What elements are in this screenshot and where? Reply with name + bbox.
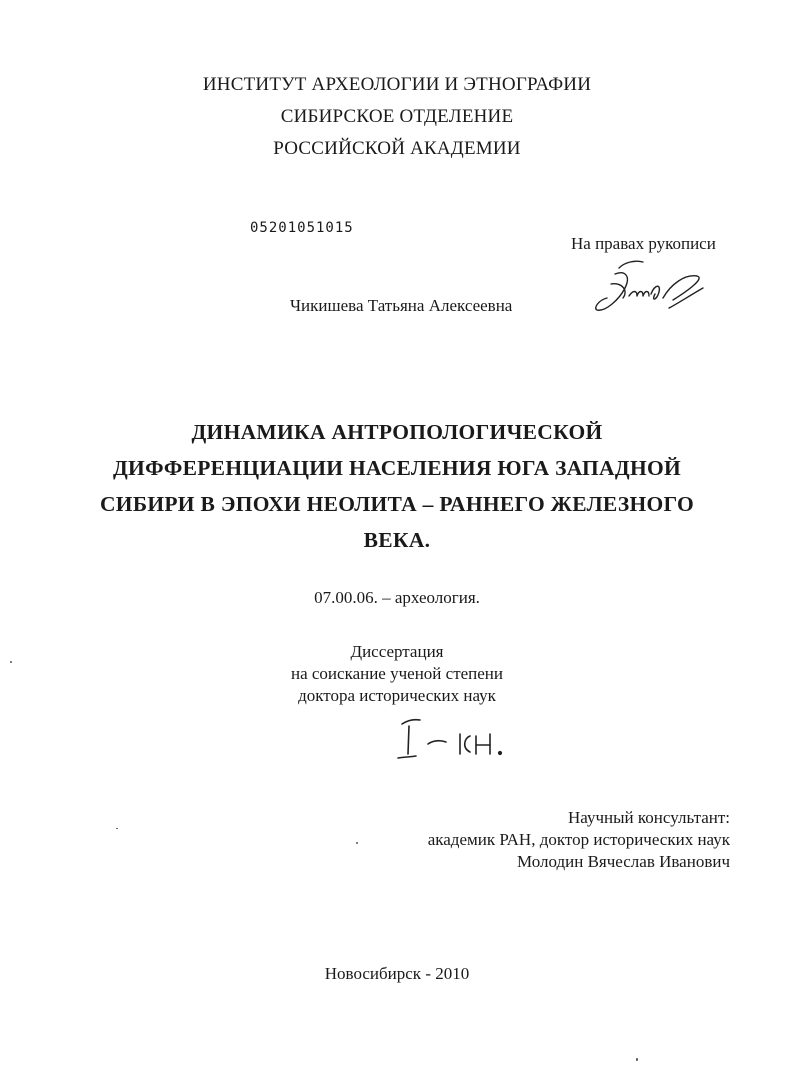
handwritten-volume-note bbox=[392, 714, 516, 766]
scan-speck bbox=[356, 842, 358, 844]
scan-speck bbox=[636, 1058, 638, 1061]
consultant-degree: академик РАН, доктор исторических наук bbox=[427, 830, 730, 849]
specialty: 07.00.06. – археология. bbox=[314, 588, 480, 607]
author-signature bbox=[585, 254, 725, 324]
title-line-1: ДИНАМИКА АНТРОПОЛОГИЧЕСКОЙ bbox=[191, 420, 603, 444]
catalog-number: 05201051015 bbox=[250, 220, 354, 236]
dissertation-line-3: доктора исторических наук bbox=[298, 686, 496, 705]
consultant-label: Научный консультант: bbox=[568, 808, 730, 827]
scan-speck bbox=[10, 661, 12, 663]
consultant-name: Молодин Вячеслав Иванович bbox=[517, 852, 730, 871]
title-line-2: ДИФФЕРЕНЦИАЦИИ НАСЕЛЕНИЯ ЮГА ЗАПАДНОЙ bbox=[112, 456, 682, 480]
title-line-3: СИБИРИ В ЭПОХИ НЕОЛИТА – РАННЕГО ЖЕЛЕЗНОГО bbox=[99, 492, 694, 516]
dissertation-line-2: на соискание ученой степени bbox=[290, 664, 504, 683]
city-year: Новосибирск - 2010 bbox=[324, 964, 470, 983]
institution-line-3: РОССИЙСКОЙ АКАДЕМИИ bbox=[273, 138, 521, 159]
title-line-4: ВЕКА. bbox=[363, 528, 431, 552]
manuscript-rights: На правах рукописи bbox=[571, 234, 716, 253]
scan-speck bbox=[116, 828, 118, 829]
institution-line-1: ИНСТИТУТ АРХЕОЛОГИИ И ЭТНОГРАФИИ bbox=[202, 74, 592, 95]
institution-line-2: СИБИРСКОЕ ОТДЕЛЕНИЕ bbox=[280, 106, 514, 127]
dissertation-line-1: Диссертация bbox=[350, 642, 444, 661]
author-name: Чикишева Татьяна Алексеевна bbox=[290, 296, 513, 315]
